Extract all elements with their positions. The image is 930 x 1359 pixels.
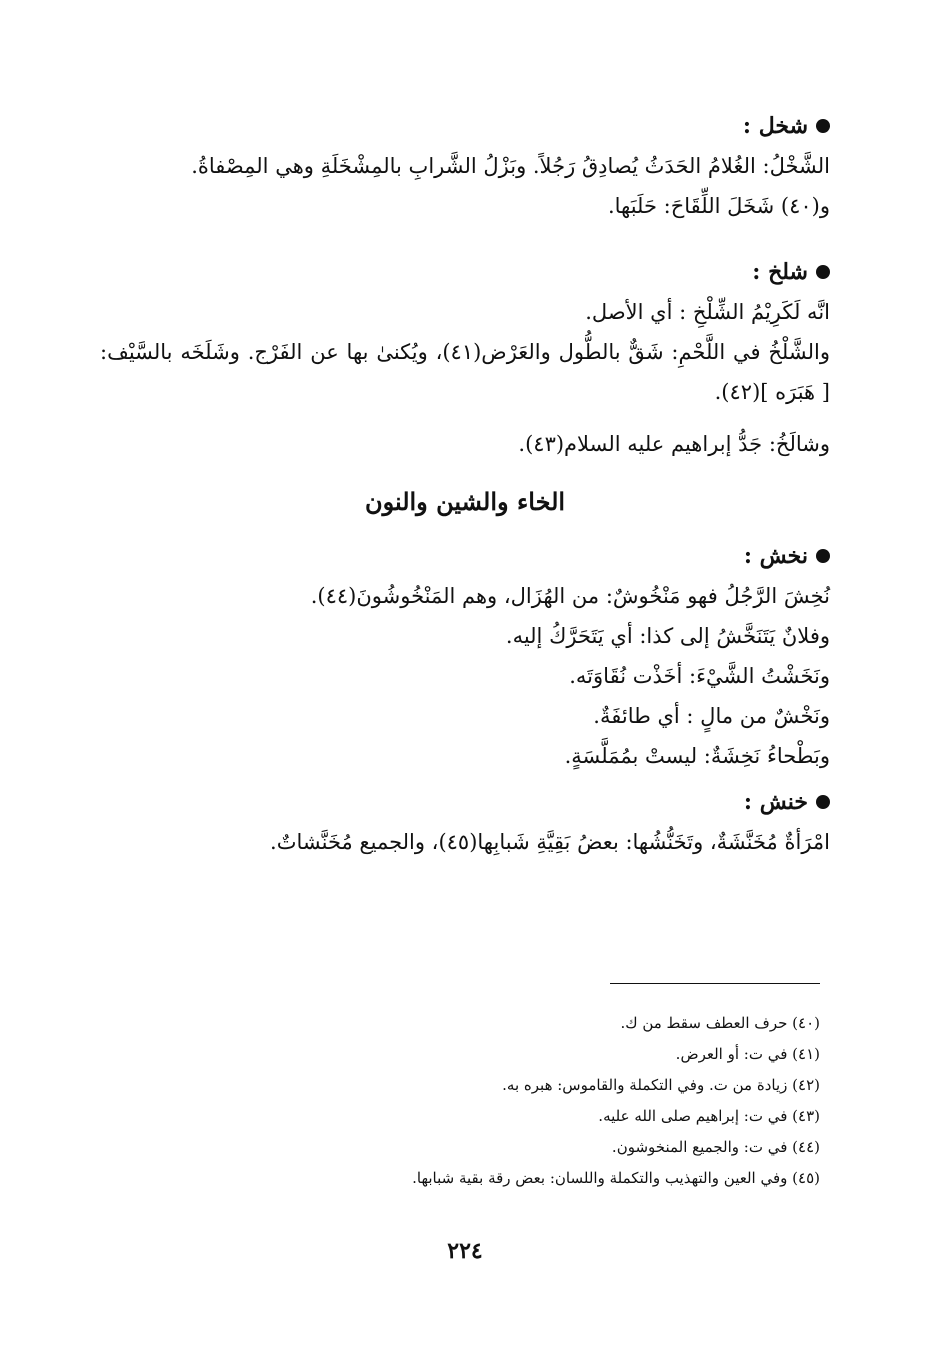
entry-heading-shakhl xyxy=(100,106,830,146)
footnote: (٤١) في ت: أو العرض. xyxy=(675,1045,820,1063)
bullet-icon xyxy=(816,795,830,809)
entry-line: والشَّلْخُ في اللَّحْمِ: شَقٌّ بالطُّول والعَرْض(٤١)، ويُكنىٰ بها عن الفَرْج. وشَلَخَه بالسَّيْف: [ هَبَرَه ](٤٢). xyxy=(100,340,830,404)
footnote-divider xyxy=(610,983,820,984)
entry-heading-text: شخل : xyxy=(742,113,808,139)
entry-heading-shalkh xyxy=(100,252,830,292)
entry-heading-nakhsh xyxy=(100,536,830,576)
entry-line: ونَخْشٌ من مالٍ : أي طائفَةٌ. xyxy=(593,704,830,728)
footnotes xyxy=(120,1008,820,1194)
entry-line: وبَطْحاءُ نَخِشَةٌ: ليستْ بمُمَلَّسَةٍ. xyxy=(564,744,830,768)
entry-line: ونَخَشْتُ الشَّيْءَ: أخَذْت نُقَاوَتَه. xyxy=(569,664,830,688)
entry-line: وشالَخُ: جَدُّ إبراهيم عليه السلام(٤٣). xyxy=(518,432,830,456)
entry-heading-khanash xyxy=(100,782,830,822)
entry-heading-text: شلخ : xyxy=(752,259,808,285)
page-number: ٢٢٤ xyxy=(447,1238,483,1264)
footnote: (٤٣) في ت: إبراهيم صلى الله عليه. xyxy=(598,1107,820,1125)
entry-line: وفلانٌ يَتَنَخَّشُ إلى كذا: أي يَتَحَرَّكُ إليه. xyxy=(505,624,830,648)
bullet-icon xyxy=(816,119,830,133)
footnote: (٤٤) في ت: والجميع المنخوشون. xyxy=(611,1138,820,1156)
entry-line: امْرَأةٌ مُخَنَّشَةٌ، وتَخَنُّشُها: بعضُ بَقِيَّةِ شَبابِها(٤٥)، والجميع مُخَنَّشاتٌ. xyxy=(270,830,830,854)
entry-line: نُخِشَ الرَّجُلُ فهو مَنْخُوشٌ: من الهُزَال، وهم المَنْخُوشُونَ(٤٤). xyxy=(310,584,830,608)
section-title: الخاء والشين والنون xyxy=(364,487,566,516)
footnote: (٤٥) وفي العين والتهذيب والتكملة واللسان: بعض رقة بقية شبابها. xyxy=(412,1169,820,1187)
footnote: (٤٢) زيادة من ت. وفي التكملة والقاموس: هبره به. xyxy=(502,1076,820,1094)
footnote: (٤٠) حرف العطف سقط من ك. xyxy=(620,1014,820,1032)
bullet-icon xyxy=(816,549,830,563)
main-text xyxy=(100,100,830,862)
entry-heading-text: نخش : xyxy=(743,543,808,569)
entry-heading-text: خنش : xyxy=(743,789,808,815)
entry-line: و(٤٠) شَخَلَ اللِّقَاحَ: حَلَبَها. xyxy=(607,194,830,218)
entry-line: الشَّخْلُ: الغُلامُ الحَدَثُ يُصادِقُ رَجُلاً. وبَزْلُ الشَّرابِ بالمِشْخَلَةِ وهي المِصْفاةُ. xyxy=(191,154,830,178)
bullet-icon xyxy=(816,265,830,279)
entry-line: انَّه لَكَرِيْمُ الشِّلْخِ : أي الأصل. xyxy=(585,300,830,324)
